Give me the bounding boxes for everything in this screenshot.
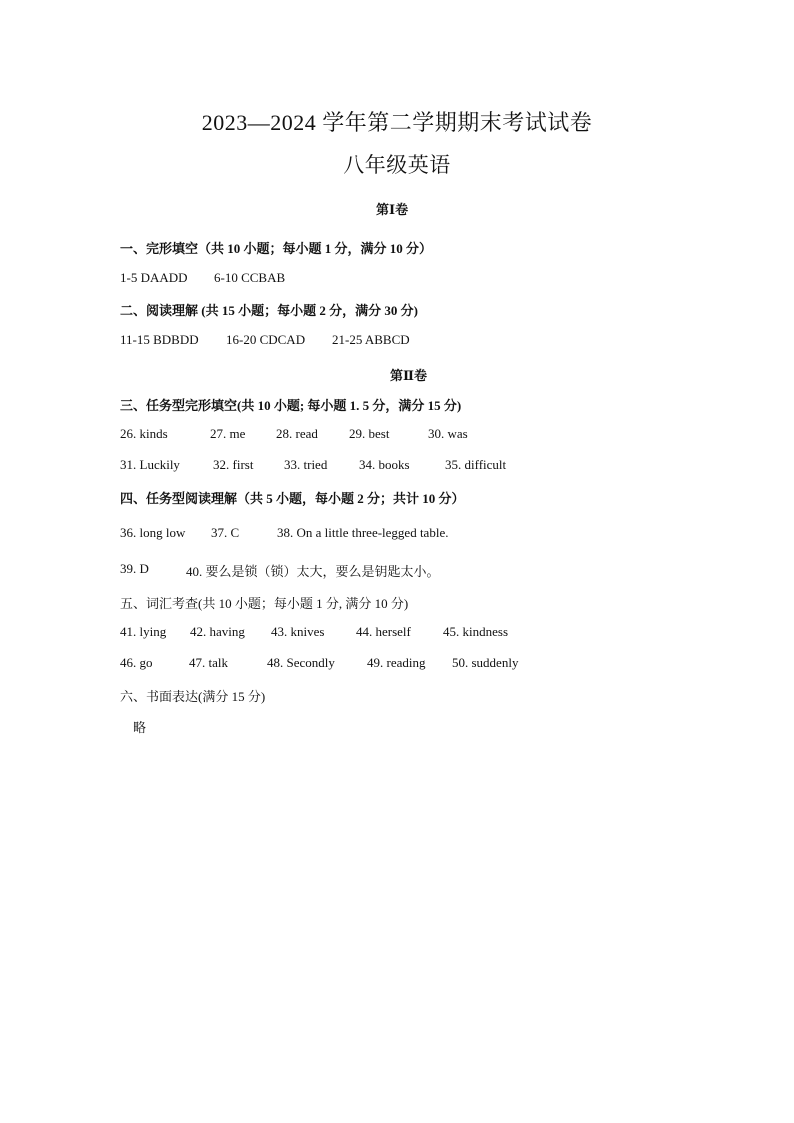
section-1-heading: 一、完形填空（共 10 小题；每小题 1 分，满分 10 分）	[120, 241, 433, 256]
answer-item: 37. C	[211, 525, 240, 540]
answer-item: 42. having	[190, 624, 245, 639]
answer-item: 50. suddenly	[452, 655, 519, 670]
answer-item: 45. kindness	[443, 624, 508, 639]
answer-item: 1-5 DAADD	[120, 270, 188, 285]
section-4-heading: 四、任务型阅读理解（共 5 小题，每小题 2 分；共计 10 分）	[120, 491, 465, 506]
answer-item: 16-20 CDCAD	[226, 332, 306, 347]
exam-title: 2023—2024 学年第二学期期末考试试卷	[201, 110, 593, 135]
exam-subtitle: 八年级英语	[343, 153, 451, 177]
section-3-heading: 三、任务型完形填空(共 10 小题; 每小题 1. 5 分，满分 15 分)	[120, 398, 462, 413]
answer-item: 38. On a little three-legged table.	[277, 525, 449, 540]
answer-item: 43. knives	[271, 624, 325, 639]
answer-item: 39. D	[120, 561, 149, 576]
answer-item: 33. tried	[284, 457, 328, 472]
section-5-heading: 五、词汇考查(共 10 小题；每小题 1 分, 满分 10 分)	[120, 596, 409, 611]
answer-item: 29. best	[349, 426, 390, 441]
answer-item: 略	[133, 720, 147, 735]
answer-item: 28. read	[276, 426, 318, 441]
answer-item: 26. kinds	[120, 426, 168, 441]
answer-item: 44. herself	[356, 624, 411, 639]
answer-item: 34. books	[359, 457, 410, 472]
section-2-heading: 二、阅读理解 (共 15 小题；每小题 2 分，满分 30 分)	[120, 303, 418, 318]
answer-item: 48. Secondly	[267, 655, 335, 670]
answer-item: 46. go	[120, 655, 153, 670]
answer-item: 21-25 ABBCD	[332, 332, 410, 347]
answer-item: 36. long low	[120, 525, 186, 540]
part-two-label: 第Ⅱ卷	[390, 368, 427, 383]
answer-item: 27. me	[210, 426, 246, 441]
part-one-label: 第Ⅰ卷	[376, 202, 409, 217]
answer-item: 31. Luckily	[120, 457, 180, 472]
answer-item: 40. 要么是锁（锁）太大，要么是钥匙太小。	[186, 564, 440, 579]
answer-item: 32. first	[213, 457, 254, 472]
answer-item: 11-15 BDBDD	[120, 332, 199, 347]
section-6-heading: 六、书面表达(满分 15 分)	[120, 689, 266, 704]
answer-item: 47. talk	[189, 655, 228, 670]
answer-item: 49. reading	[367, 655, 426, 670]
answer-item: 30. was	[428, 426, 468, 441]
answer-item: 35. difficult	[445, 457, 507, 472]
answer-item: 6-10 CCBAB	[214, 270, 286, 285]
answer-item: 41. lying	[120, 624, 167, 639]
